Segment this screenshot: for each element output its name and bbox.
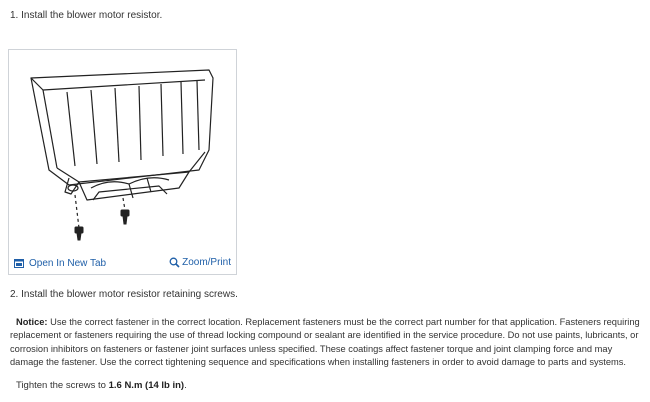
- step-2-text: 2. Install the blower motor resistor retaining screws.: [10, 289, 238, 300]
- tighten-prefix: Tighten the screws to: [16, 380, 109, 391]
- figure-blower-motor-resistor: [8, 49, 237, 275]
- zoom-print-label: Zoom/Print: [182, 257, 231, 268]
- notice-text: Use the correct fastener in the correct location. Replacement fasteners must be the correct part number for that application. Fasteners requiring replacement or fasteners requiring the use of thread locking compound or sealant are identified in the service procedure. Do not use paints, lubricants, or corrosion inhibitors on fasteners or fastener joint surfaces unless specified. These coatings affect fastener torque and joint clamping force and may damage the fastener. Use the correct tightening sequence and specifications when installing fasteners in order to avoid damage to parts and systems.: [10, 317, 640, 367]
- notice-label: Notice:: [16, 317, 48, 327]
- figure-controls: [9, 254, 236, 274]
- torque-value: 1.6 N.m (14 lb in): [108, 380, 185, 391]
- open-in-new-tab-link[interactable]: [14, 258, 106, 269]
- blower-motor-resistor-illustration: [9, 50, 238, 255]
- open-in-new-tab-label: Open In New Tab: [29, 258, 107, 269]
- tighten-instruction: [16, 380, 187, 391]
- step-1-text: 1. Install the blower motor resistor.: [10, 10, 163, 21]
- magnifier-icon: [169, 257, 180, 268]
- window-icon: [14, 259, 24, 268]
- zoom-print-link[interactable]: [169, 257, 231, 268]
- tighten-suffix: .: [184, 380, 187, 391]
- notice-paragraph: [10, 316, 640, 369]
